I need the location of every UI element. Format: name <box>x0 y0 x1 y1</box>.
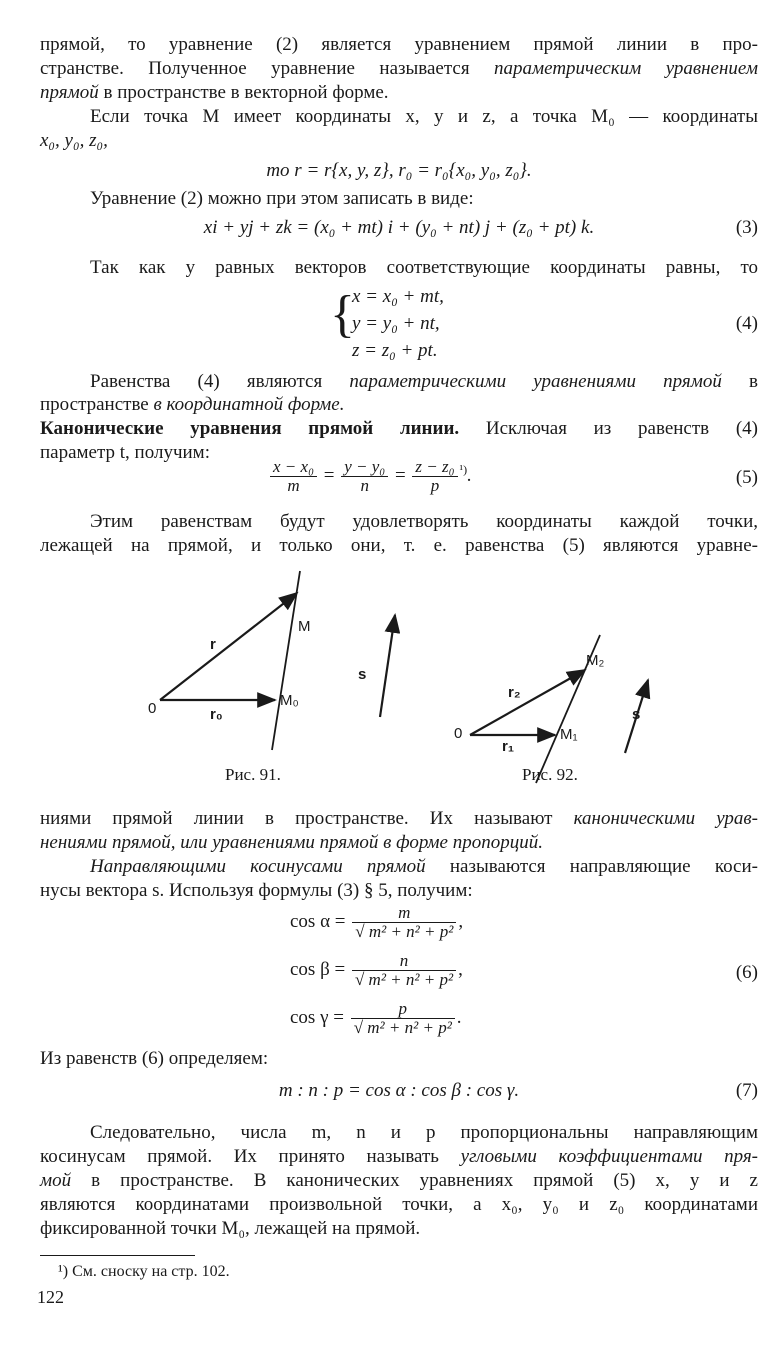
text-line: Этим равенствам будут удовлетворять координаты каждой точки, <box>90 511 758 532</box>
label-s: s <box>632 706 641 723</box>
label-M2: M₂ <box>586 652 605 669</box>
page-number: 122 <box>37 1287 64 1307</box>
text-line: косинусам прямой. Их принято называть угловыми коэффициентами пря- <box>40 1146 759 1167</box>
label-O: 0 <box>454 725 463 742</box>
formula-5: $\frac{\text{x − x₀}}{m}$ = $\frac{\text{y − y₀}}{n}$ = $\frac{\text{z − z₀}}{p}$ $^{^1)}$. <box>268 458 472 495</box>
vector-r-line <box>160 593 297 700</box>
equation-number: (6) <box>735 962 758 983</box>
text-line: Так как у равных векторов соответствующие координаты равны, то <box>90 257 758 278</box>
text-line: Из равенств (6) определяем: <box>40 1048 269 1069</box>
figure-92-caption: Рис. 92. <box>522 765 578 784</box>
figure-91-caption: Рис. 91. <box>225 765 281 784</box>
text-line: Канонические уравнения прямой линии. Исключая из равенств (4) <box>40 418 758 439</box>
label-r1: r₁ <box>502 738 515 755</box>
text-line: фиксированной точки M₀, лежащей на прямой. <box>40 1218 421 1239</box>
formula-vectors: то r = r{x, y, z}, r₀ = r₀{x₀, y₀, z₀}. <box>266 160 532 181</box>
label-M: M <box>298 618 311 635</box>
formula-cos-alpha: cos α = $\frac{m}{\text{√ m² + n² + p²}}$ , <box>290 903 464 941</box>
label-M0: M₀ <box>280 692 299 709</box>
footnote: ¹) См. сноску на стр. 102. <box>58 1263 230 1280</box>
formula-cos-gamma: cos γ = $\frac{p}{\text{√ m² + n² + p²}}$ . <box>290 999 462 1037</box>
text-line: нусы вектора s. Используя формулы (3) § 5, получим: <box>40 880 473 901</box>
text-line: являются координатами произвольной точки, а x₀, y₀ и z₀ координатами <box>40 1194 758 1215</box>
label-s: s <box>358 666 367 683</box>
footnote-rule <box>40 1255 195 1256</box>
text-line: Равенства (4) являются параметрическими уравнениями прямой в <box>90 371 758 392</box>
text-line: Уравнение (2) можно при этом записать в виде: <box>90 188 474 209</box>
formula-cos-beta: cos β = $\frac{n}{\text{√ m² + n² + p²}}$ , <box>290 951 463 989</box>
figure-92-diagram <box>450 605 710 785</box>
equation-number: (5) <box>735 467 758 488</box>
text-line: параметр t, получим: <box>40 442 210 463</box>
text-line: лежащей на прямой, и только они, т. е. равенства (5) являются уравне- <box>40 535 758 556</box>
label-O: 0 <box>148 700 157 717</box>
text-line: нениями прямой, или уравнениями прямой в форме пропорций. <box>40 832 543 853</box>
system-line: x = x₀ + mt, <box>352 286 444 307</box>
equation-number: (3) <box>735 217 758 238</box>
text-line: Если точка M имеет координаты x, y и z, а точка M₀ — координаты <box>90 106 758 127</box>
text-line: прямой, то уравнение (2) является уравнением прямой линии в про- <box>40 34 758 55</box>
text-line: странстве. Полученное уравнение называется параметрическим уравнением <box>40 58 759 79</box>
label-r: r <box>210 636 216 653</box>
text-line: Направляющими косинусами прямой называются направляющие коси- <box>90 856 758 877</box>
system-line: z = z₀ + pt. <box>352 340 438 361</box>
text-line: ниями прямой линии в пространстве. Их называют каноническими урав- <box>40 808 758 829</box>
formula-7: m : n : p = cos α : cos β : cos γ. <box>278 1080 520 1101</box>
vector-s-line <box>380 615 395 717</box>
text-line: x₀, y₀, z₀, <box>40 130 108 151</box>
label-r0: r₀ <box>210 706 223 723</box>
label-r2: r₂ <box>508 684 521 701</box>
system-line: y = y₀ + nt, <box>352 313 440 334</box>
equation-number: (7) <box>735 1080 758 1101</box>
straight-line <box>272 571 300 750</box>
label-M1: M₁ <box>560 726 578 743</box>
text-line: мой в пространстве. В канонических уравнениях прямой (5) x, y и z <box>40 1170 758 1191</box>
text-line: Следовательно, числа m, n и p пропорциональны направляющим <box>90 1122 758 1143</box>
text-line: прямой в пространстве в векторной форме. <box>40 82 389 103</box>
text-line: пространстве в координатной форме. <box>40 394 345 415</box>
formula-3: xi + yj + zk = (x₀ + mt) i + (y₀ + nt) j + (z₀ + pt) k. <box>203 217 595 238</box>
equation-number: (4) <box>735 313 758 334</box>
brace-icon: { <box>330 286 355 343</box>
